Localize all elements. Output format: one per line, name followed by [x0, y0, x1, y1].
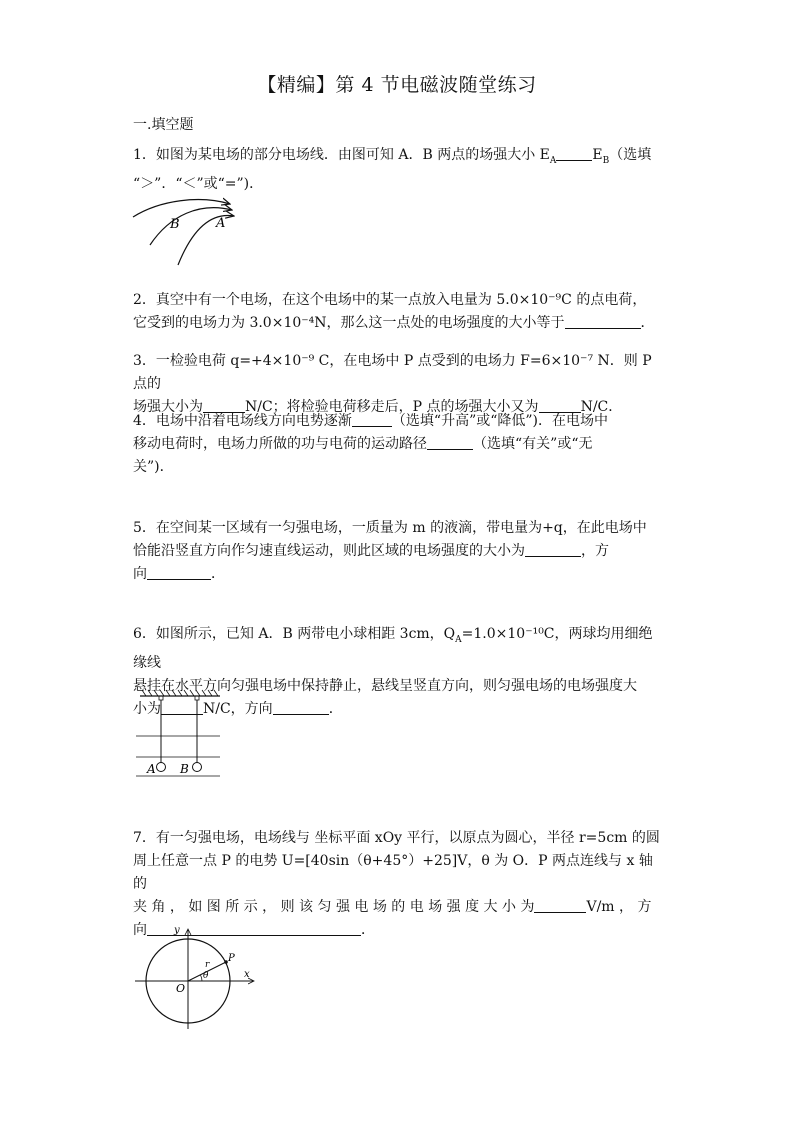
- ball-a: [157, 763, 166, 772]
- q1-sub-a: A: [549, 155, 557, 166]
- q7-label-o: O: [176, 982, 186, 995]
- q3-line2c: N/C．: [580, 399, 623, 415]
- q5-line1: 5．在空间某一区域有一匀强电场，一质量为 m 的液滴，带电量为+q，在此电场中: [133, 520, 647, 536]
- q7-label-p: P: [228, 953, 235, 964]
- q3-line2a: 场强大小为: [133, 399, 203, 415]
- question-4: [133, 410, 663, 479]
- q6-line1b: =1.0×10⁻¹⁰C，两球均用细绝缘线: [133, 626, 653, 671]
- q6-sub: A: [455, 634, 462, 645]
- q7-line4b: ．: [361, 922, 375, 938]
- q1-text-b: E: [592, 147, 603, 163]
- q4-line3: 关”)．: [133, 459, 174, 475]
- q1-line2: “＞”．“＜”或“=”)．: [133, 175, 264, 192]
- q2-line2a: 它受到的电场力为 3.0×10⁻⁴N，那么这一点处的电场强度的大小等于: [133, 315, 565, 331]
- q6-line3b: N/C，方向: [203, 700, 273, 717]
- q6-line3c: ．: [328, 700, 343, 717]
- q6-label-b: B: [180, 762, 189, 776]
- q7-label-r: r: [205, 960, 210, 970]
- ceiling-hatch: [142, 690, 218, 696]
- page-title: 【精编】第 4 节电磁波随堂练习: [257, 74, 537, 96]
- q7-label-theta: θ: [203, 971, 209, 981]
- q4-blank-2[interactable]: [427, 434, 473, 450]
- q7-circle-figure: [130, 925, 260, 1035]
- q7-blank-1[interactable]: [534, 897, 586, 913]
- q2-line2b: ．: [640, 315, 655, 331]
- q3-line1: 3．一检验电荷 q=+4×10⁻⁹ C，在电场中 P 点受到的电场力 F=6×10⁻⁷ N．则 P 点的: [133, 353, 652, 392]
- q7-line4a: 向: [133, 922, 147, 938]
- q5-line2b: ，方: [581, 543, 609, 559]
- q6-line1a: 6．如图所示，已知 A．B 两带电小球相距 3cm，Q: [133, 626, 456, 642]
- q3-line2b: N/C；将检验电荷移走后，P 点的场强大小又为: [245, 399, 539, 415]
- q4-line1a: 4．电场中沿着电场线方向电势逐渐: [133, 413, 352, 429]
- q1-text-a: 1．如图为某电场的部分电场线．由图可知 A．B 两点的场强大小 E: [133, 147, 550, 163]
- theta-arc: [201, 975, 203, 981]
- q6-line3a: 小为: [133, 700, 161, 717]
- q4-line2b: （选填“有关”或“无: [473, 436, 593, 452]
- ball-b: [193, 763, 202, 772]
- question-3: [133, 350, 663, 419]
- q7-line2: 周上任意一点 P 的电势 U=[40sin（θ+45°）+25]V，θ 为 O．P 两点连线与 x 轴的: [133, 853, 653, 892]
- q7-line1: 7．有一匀强电场，电场线与 坐标平面 xOy 平行，以原点为圆心，半径 r=5cm 的圆: [133, 830, 660, 846]
- q6-blank-2[interactable]: [273, 699, 329, 715]
- q7-label-x: x: [244, 969, 250, 980]
- q5-line3b: ．: [211, 566, 225, 582]
- q1-label-a: A: [216, 216, 226, 231]
- question-1: [133, 144, 663, 196]
- q2-blank[interactable]: [565, 313, 641, 329]
- q1-label-b: B: [170, 217, 180, 232]
- q1-text-c: （选填: [609, 147, 652, 163]
- q4-line2a: 移动电荷时，电场力所做的功与电荷的运动路径: [133, 436, 427, 452]
- q7-label-y: y: [174, 925, 180, 936]
- q4-blank-1[interactable]: [352, 411, 392, 427]
- q6-line2: 悬挂在水平方向匀强电场中保持静止，悬线呈竖直方向，则匀强电场的电场强度大: [133, 677, 637, 694]
- section-heading: 一.填空题: [133, 117, 194, 133]
- q6-label-a: A: [147, 762, 156, 776]
- q5-blank-2[interactable]: [147, 564, 211, 580]
- q7-line3b: V/m ， 方: [586, 899, 652, 915]
- q7-line3a: 夹 角 ， 如 图 所 示 ， 则 该 匀 强 电 场 的 电 场 强 度 大 小 为: [133, 899, 535, 915]
- q1-field-lines-figure: [130, 190, 250, 270]
- q4-line1b: （选填“升高”或“降低”)．在电场中: [391, 413, 609, 429]
- field-line-1: [133, 200, 230, 217]
- q6-hanging-balls-figure: [140, 690, 230, 780]
- field-line-3: [178, 215, 234, 265]
- question-2: [133, 289, 663, 335]
- question-5: [133, 517, 663, 586]
- q2-line1: 2．真空中有一个电场，在这个电场中的某一点放入电量为 5.0×10⁻⁹C 的点电荷，: [133, 292, 647, 308]
- q5-line2a: 恰能沿竖直方向作匀速直线运动，则此区域的电场强度的大小为: [133, 543, 525, 559]
- q5-blank-1[interactable]: [525, 541, 581, 557]
- q1-sub-b: B: [602, 155, 610, 166]
- q1-blank[interactable]: [556, 145, 592, 161]
- q5-line3a: 向: [133, 566, 147, 582]
